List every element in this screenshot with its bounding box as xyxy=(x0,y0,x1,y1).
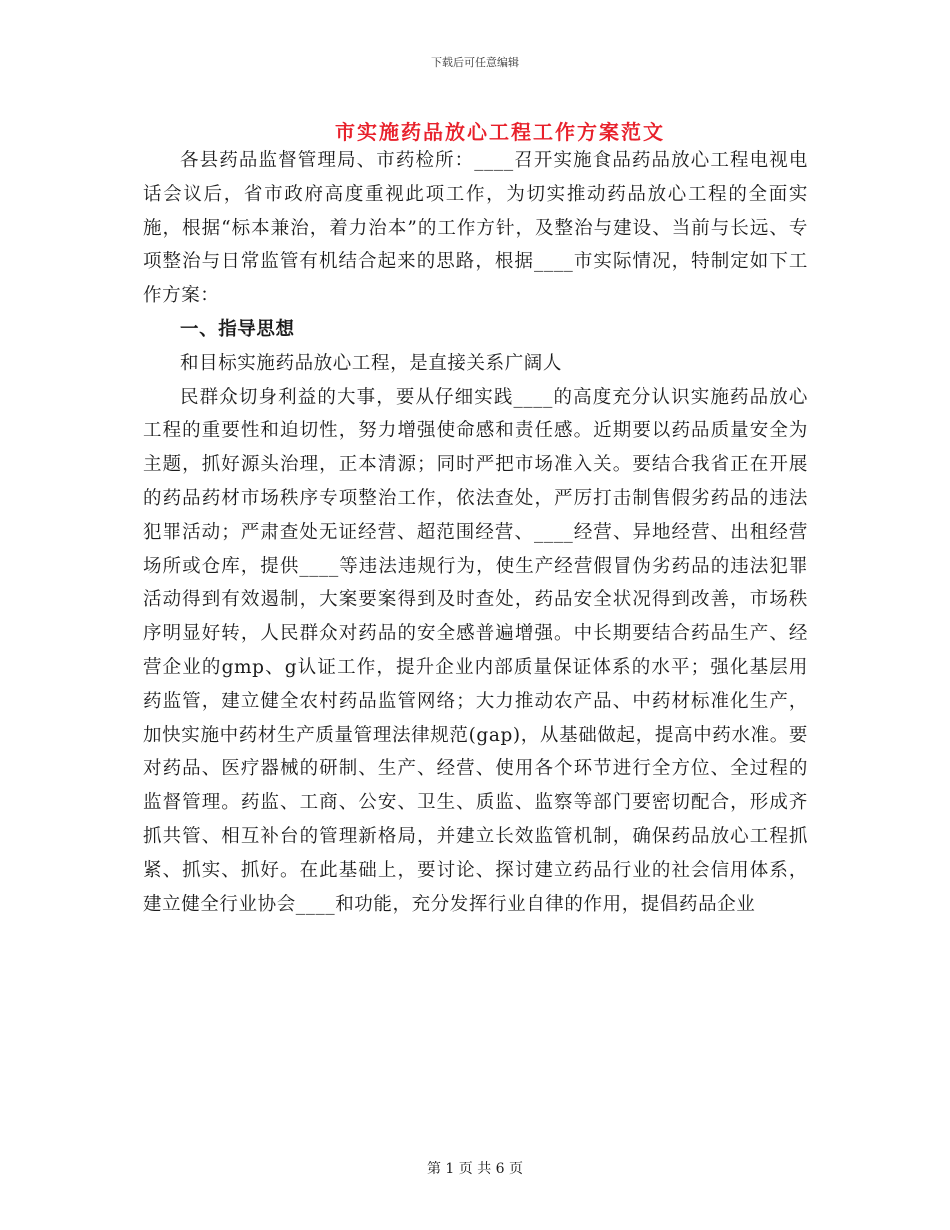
section-heading: 一、指导思想 xyxy=(180,318,295,340)
section-first-line: 和目标实施药品放心工程，是直接关系广阔人 xyxy=(180,352,563,374)
header-note: 下载后可任意编辑 xyxy=(431,56,519,69)
page-number: 第 1 页 共 6 页 xyxy=(426,1161,524,1177)
document-title: 市实施药品放心工程工作方案范文 xyxy=(335,120,665,144)
intro-paragraph: 各县药品监督管理局、市药检所：____召开实施食品药品放心工程电视电话会议后，省市政府高度重视此项工作，为切实推动药品放心工程的全面实施，根据“标本兼治，着力治本”的工作方针，及整治与建设、当前与长远、专项整治与日常监管有机结合起来的思路，根据____市实际情况，特制定如下工作方案： xyxy=(143,150,808,307)
document-body xyxy=(143,144,808,921)
section-body-paragraph: 民群众切身利益的大事，要从仔细实践____的高度充分认识实施药品放心工程的重要性和迫切性，努力增强使命感和责任感。近期要以药品质量安全为主题，抓好源头治理，正本清源；同时严把市场准入关。要结合我省正在开展的药品药材市场秩序专项整治工作，依法查处，严厉打击制售假劣药品的违法犯罪活动；严肃查处无证经营、超范围经营、____经营、异地经营、出租经营场所或仓库，提供____等违法违规行为，使生产经营假冒伪劣药品的违法犯罪活动得到有效遏制，大案要案得到及时查处，药品安全状况得到改善，市场秩序明显好转，人民群众对药品的安全感普遍增强。中长期要结合药品生产、经营企业的gmp、g认证工作，提升企业内部质量保证体系的水平；强化基层用药监管，建立健全农村药品监管网络；大力推动农产品、中药材标准化生产，加快实施中药材生产质量管理法律规范(gap)，从基础做起，提高中药水准。要对药品、医疗器械的研制、生产、经营、使用各个环节进行全方位、全过程的监督管理。药监、工商、公安、卫生、质监、监察等部门要密切配合，形成齐抓共管、相互补台的管理新格局，并建立长效监管机制，确保药品放心工程抓紧、抓实、抓好。在此基础上，要讨论、探讨建立药品行业的社会信用体系，建立健全行业协会____和功能，充分发挥行业自律的作用，提倡药品企业 xyxy=(143,386,808,915)
